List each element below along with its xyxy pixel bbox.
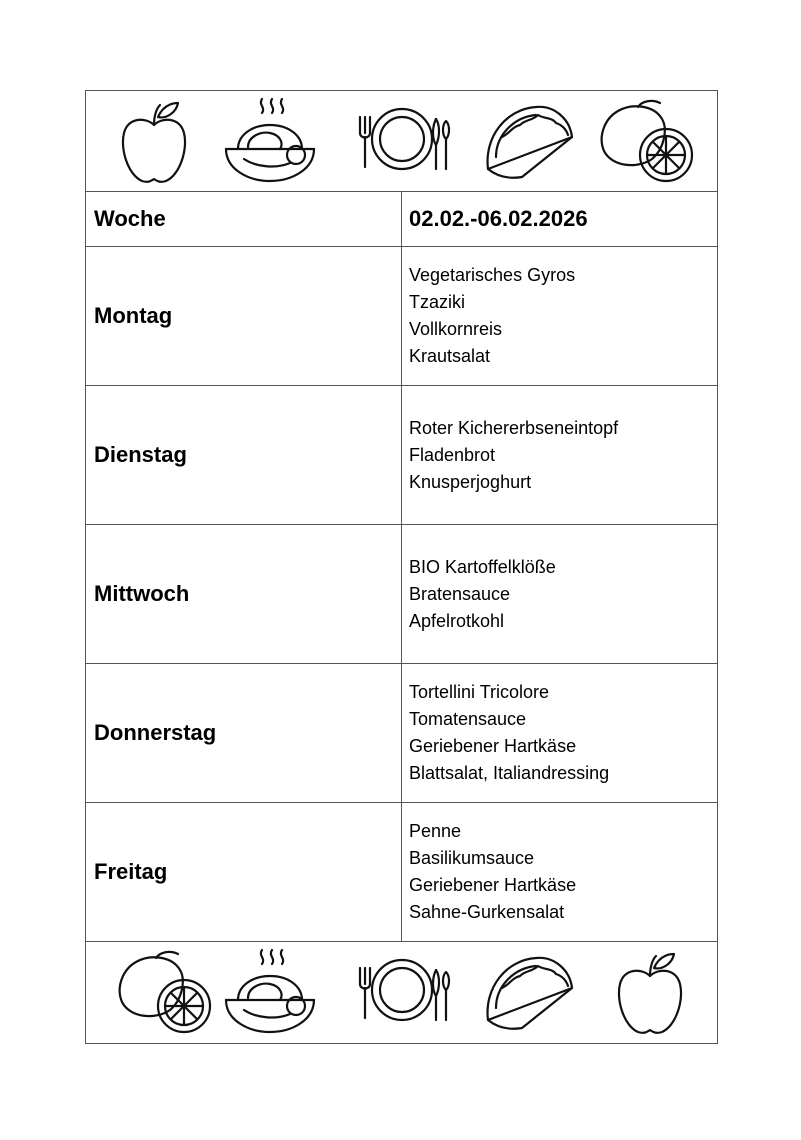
plate-cutlery-icon bbox=[354, 948, 454, 1036]
dish-item: Apfelrotkohl bbox=[409, 610, 505, 631]
dish-item: Vegetarisches Gyros bbox=[409, 265, 576, 285]
lemon-orange-icon bbox=[116, 948, 216, 1036]
dish-list bbox=[409, 247, 717, 385]
day-row-dienstag bbox=[86, 386, 717, 525]
dish-item: Penne bbox=[409, 821, 462, 841]
lemon-orange-icon bbox=[598, 97, 698, 185]
pasta-icon bbox=[222, 948, 318, 1036]
dish-item: Knusperjoghurt bbox=[409, 471, 532, 492]
day-name: Montag bbox=[86, 247, 402, 385]
dish-item: Fladenbrot bbox=[409, 444, 496, 465]
day-row-mittwoch bbox=[86, 525, 717, 664]
dish-item: Basilikumsauce bbox=[409, 848, 535, 868]
week-row bbox=[86, 191, 717, 247]
plate-cutlery-icon bbox=[354, 97, 454, 185]
dish-list bbox=[409, 664, 717, 802]
dish-item: Roter Kichererbseneintopf bbox=[409, 417, 619, 438]
dish-item: Tortellini Tricolore bbox=[409, 682, 550, 702]
day-name: Mittwoch bbox=[86, 525, 402, 663]
dish-item: Krautsalat bbox=[409, 346, 491, 366]
pasta-icon bbox=[222, 97, 318, 185]
day-name: Donnerstag bbox=[86, 664, 402, 802]
dish-list bbox=[409, 525, 717, 663]
dish-item: Tzaziki bbox=[409, 292, 466, 312]
day-row-montag bbox=[86, 247, 717, 386]
dish-item: Geriebener Hartkäse bbox=[409, 875, 577, 895]
day-row-donnerstag bbox=[86, 664, 717, 803]
apple-icon bbox=[118, 97, 190, 185]
dish-item: Bratensauce bbox=[409, 583, 511, 604]
menu-plan-table bbox=[85, 90, 718, 1044]
dish-item: Tomatensauce bbox=[409, 709, 527, 729]
dish-item: Blattsalat, Italiandressing bbox=[409, 763, 610, 783]
taco-icon bbox=[482, 97, 578, 185]
dish-item: Vollkornreis bbox=[409, 319, 503, 339]
top-icon-row bbox=[86, 91, 717, 192]
dish-list bbox=[409, 386, 717, 524]
day-name: Dienstag bbox=[86, 386, 402, 524]
bottom-icon-row bbox=[86, 941, 717, 1044]
dish-item: Sahne-Gurkensalat bbox=[409, 902, 565, 922]
taco-icon bbox=[482, 948, 578, 1036]
dish-list bbox=[409, 803, 717, 941]
dish-item: BIO Kartoffelklöße bbox=[409, 556, 556, 577]
dish-item: Geriebener Hartkäse bbox=[409, 736, 577, 756]
week-date-range: 02.02.-06.02.2026 bbox=[409, 206, 588, 231]
day-name: Freitag bbox=[86, 803, 402, 941]
week-label: Woche bbox=[86, 191, 402, 246]
apple-icon bbox=[614, 948, 686, 1036]
day-row-freitag bbox=[86, 803, 717, 941]
